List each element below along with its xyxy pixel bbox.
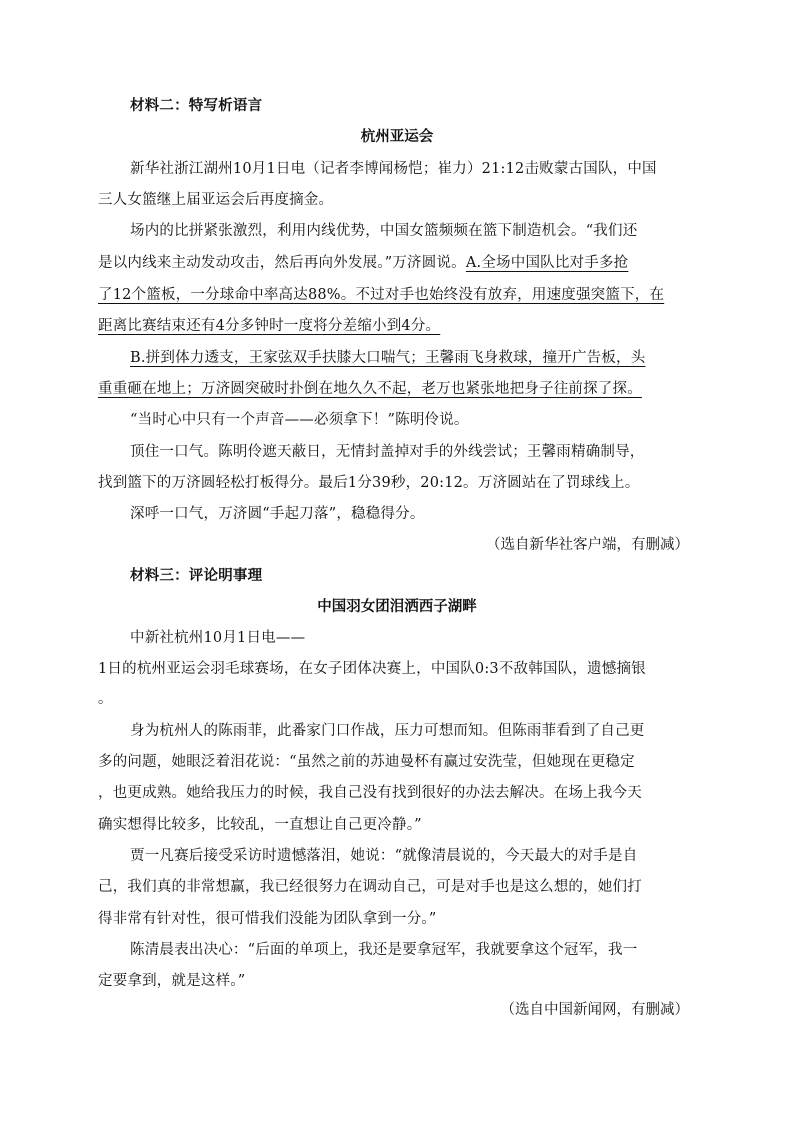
paragraph-line: 贾一凡赛后接受采访时遗憾落泪，她说：“就像清晨说的，今天最大的对手是自 xyxy=(130,848,638,864)
paragraph-line: 多的问题，她眼泛着泪花说：“虽然之前的苏迪曼杯有赢过安洗莹，但她现在更稳定 xyxy=(98,754,635,770)
paragraph-line: 找到篮下的万济圆轻松打板得分。最后1分39秒，20:12。万济圆站在了罚球线上。 xyxy=(98,475,640,491)
paragraph-line: “当时心中只有一个声音——必须拿下！”陈明伶说。 xyxy=(130,412,469,428)
paragraph-line: 中新社杭州10月1日电—— xyxy=(130,630,306,646)
underlined-passage-b: B.拼到体力透支，王家弦双手扶膝大口喘气；王馨雨飞身救球，撞开广告板，头 xyxy=(130,350,646,366)
paragraph-text: 是以内线来主动发动攻击，然后再向外发展。”万济圆说。 xyxy=(98,255,466,271)
paragraph-line: 场内的比拼紧张激烈，利用内线优势，中国女篮频频在篮下制造机会。“我们还 xyxy=(130,223,638,239)
paragraph-line: 定要拿到，就是这样。” xyxy=(98,973,246,989)
paragraph-line: 确实想得比较多，比较乱，一直想让自己更冷静。” xyxy=(98,817,422,833)
material-3-source: （选自中国新闻网，有删减） xyxy=(500,1002,689,1018)
underlined-passage-a: 了12个篮板，一分球命中率高达88%。不过对手也始终没有放弃，用速度强突篮下，在 xyxy=(98,287,665,303)
underlined-passage-a: 距离比赛结束还有4分多钟时一度将分差缩小到4分。 xyxy=(98,318,441,334)
underlined-passage-b: 重重砸在地上；万济圆突破时扑倒在地久久不起，老万也紧张地把身子往前探了探。 xyxy=(98,381,642,397)
paragraph-line: 得非常有针对性，很可惜我们没能为团队拿到一分。” xyxy=(98,911,437,927)
paragraph-line: 新华社浙江湖州10月1日电（记者李博闻杨恺；崔力）21:12击败蒙古国队，中国 xyxy=(130,161,657,177)
material-3-title: 中国羽女团泪洒西子湖畔 xyxy=(317,599,477,615)
paragraph-line: 己，我们真的非常想赢，我已经很努力在调动自己，可是对手也是这么想的，她们打 xyxy=(98,879,642,895)
material-2-heading: 材料二：特写析语言 xyxy=(130,98,263,114)
paragraph-line: 1日的杭州亚运会羽毛球赛场，在女子团体决赛上，中国队0:3不敌韩国队，遗憾摘银 xyxy=(98,661,646,677)
paragraph-line xyxy=(98,253,628,273)
material-3-heading: 材料三：评论明事理 xyxy=(130,568,263,584)
paragraph-line: ，也更成熟。她给我压力的时候，我自己没有找到很好的办法去解决。在场上我今天 xyxy=(98,785,642,801)
underlined-passage-a: A.全场中国队比对手多抢 xyxy=(465,255,629,271)
material-2-source: （选自新华社客户端，有删减） xyxy=(486,537,689,553)
paragraph-line: 三人女篮继上届亚运会后再度摘金。 xyxy=(98,192,334,208)
paragraph-line: 。 xyxy=(98,691,113,707)
material-2-title: 杭州亚运会 xyxy=(360,129,434,145)
paragraph-line: 顶住一口气。陈明伶遮天蔽日，无情封盖掉对手的外线尝试；王馨雨精确制导， xyxy=(130,444,645,460)
paragraph-line: 陈清晨表出决心：“后面的单项上，我还是要拿冠军，我就要拿这个冠军，我一 xyxy=(130,942,638,958)
paragraph-line: 身为杭州人的陈雨菲，此番家门口作战，压力可想而知。但陈雨菲看到了自己更 xyxy=(130,723,645,739)
paragraph-line: 深呼一口气，万济圆“手起刀落”，稳稳得分。 xyxy=(130,506,425,522)
